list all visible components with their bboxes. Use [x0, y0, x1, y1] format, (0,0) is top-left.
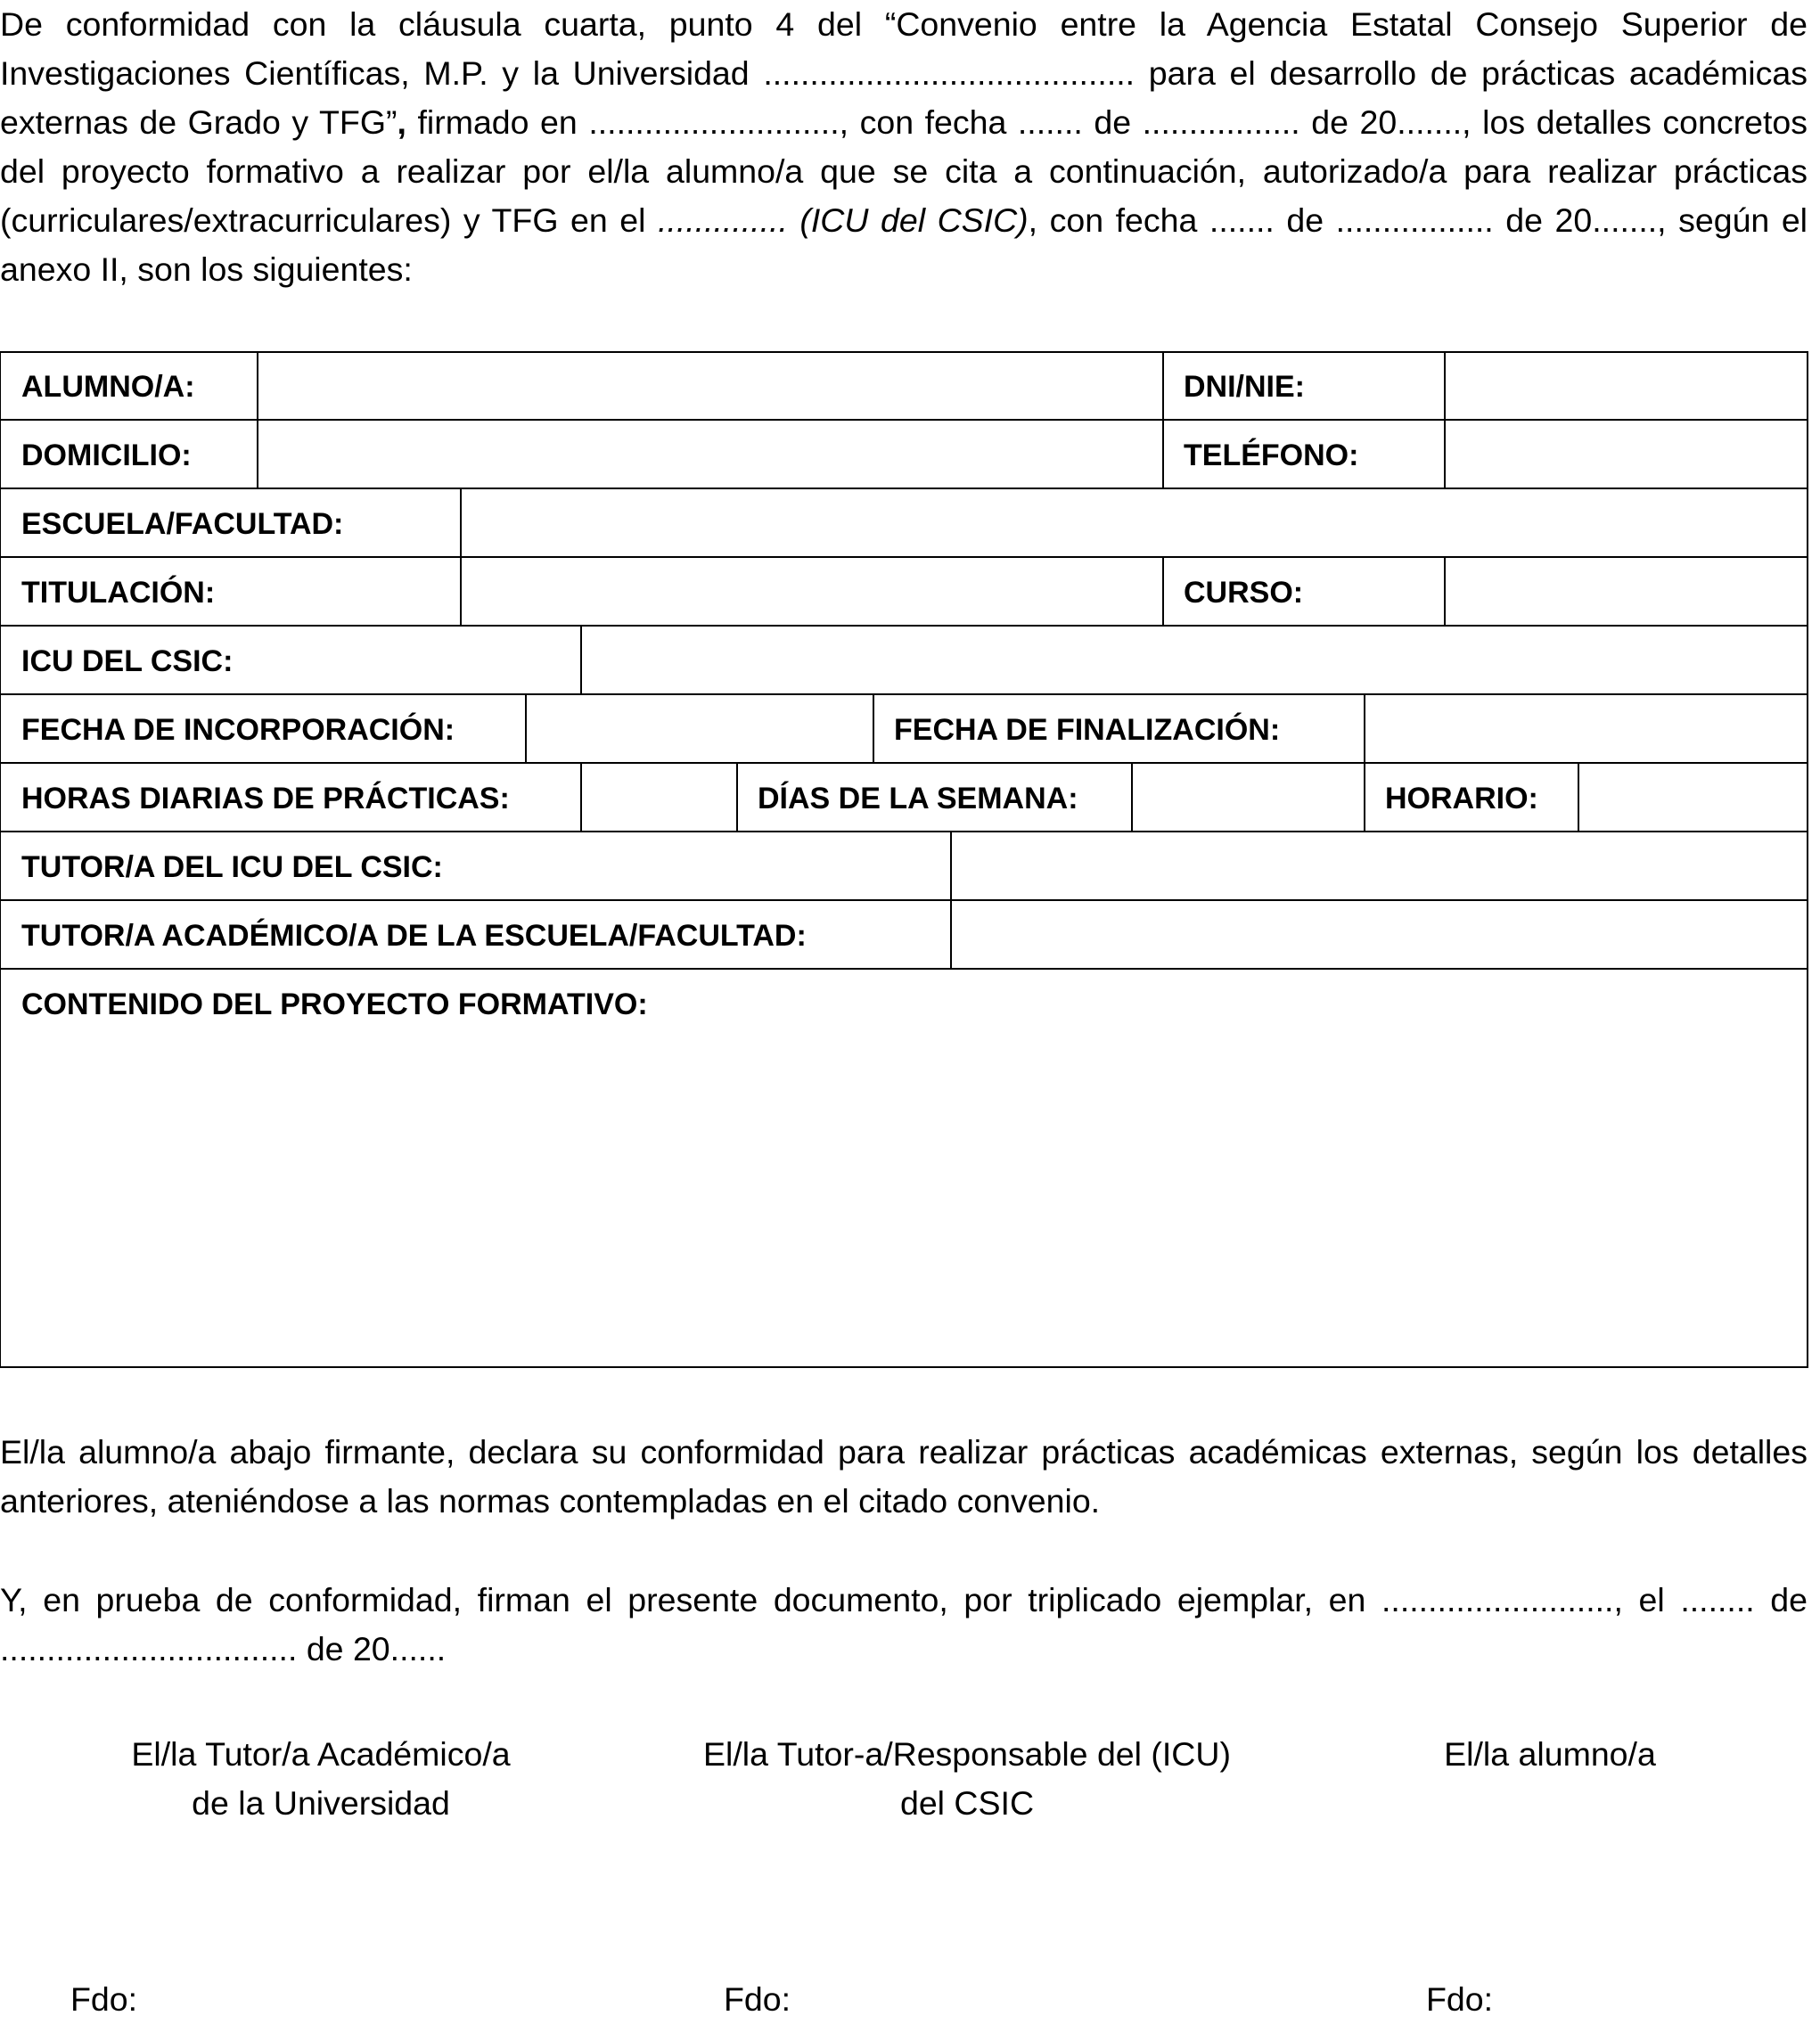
- intro-text-2: firmado en ..........................., con fecha ....... de ................. de 20......., los detalles concretos del proyecto formativo a realizar por el/la alumno/a que se cita a continuación, autorizado/a para realizar prácticas (curriculares/extracurriculares) y TFG en el: [0, 103, 1808, 239]
- fecha-fin-field[interactable]: [1364, 693, 1808, 764]
- student-data-form: [0, 352, 1809, 1368]
- contenido-field[interactable]: [0, 968, 1808, 1368]
- signature-academic-tutor: [53, 1730, 588, 1828]
- horas-field[interactable]: [580, 762, 738, 832]
- signature-academic-line1: El/la Tutor/a Académico/a: [131, 1735, 511, 1773]
- tutor-academico-label: TUTOR/A ACADÉMICO/A DE LA ESCUELA/FACULTAD:: [21, 919, 807, 953]
- intro-bold-comma: ,: [397, 103, 406, 141]
- signature-student: [1372, 1730, 1728, 1779]
- signature-academic-line2: de la Universidad: [192, 1784, 450, 1822]
- curso-label: CURSO:: [1184, 576, 1304, 610]
- domicilio-label: DOMICILIO:: [21, 438, 192, 472]
- horario-label: HORARIO:: [1385, 782, 1538, 815]
- intro-text-1: De conformidad con la cláusula cuarta, punto 4 del “Convenio entre la Agencia Estatal Consejo Superior de Investigaciones Científicas, M.P. y la Universidad ........................................ para el desarrollo de prácticas académicas externas de Grado y TFG”: [0, 5, 1808, 141]
- telefono-label: TELÉFONO:: [1184, 438, 1359, 472]
- signature-csic-line1: El/la Tutor-a/Responsable del (ICU): [703, 1735, 1231, 1773]
- alumno-label: ALUMNO/A:: [21, 370, 195, 404]
- domicilio-field[interactable]: [257, 419, 1164, 489]
- dias-field[interactable]: [1131, 762, 1365, 832]
- dias-label: DÍAS DE LA SEMANA:: [758, 782, 1078, 815]
- tutor-acad-field[interactable]: [950, 899, 1808, 970]
- contenido-label: CONTENIDO DEL PROYECTO FORMATIVO:: [21, 987, 648, 1021]
- fdo-student: Fdo:: [1426, 1980, 1494, 2018]
- signature-csic-line2: del CSIC: [899, 1784, 1035, 1822]
- curso-field[interactable]: [1444, 556, 1808, 627]
- intro-paragraph: [0, 0, 1808, 294]
- escuela-field[interactable]: [460, 488, 1808, 558]
- titulacion-field[interactable]: [460, 556, 1164, 627]
- fecha-finalizacion-label: FECHA DE FINALIZACIÓN:: [894, 713, 1281, 747]
- fecha-incorporacion-label: FECHA DE INCORPORACIÓN:: [21, 713, 455, 747]
- fecha-inc-field[interactable]: [525, 693, 874, 764]
- signature-csic-tutor: [655, 1730, 1279, 1828]
- icu-label: ICU DEL CSIC:: [21, 644, 234, 678]
- declaration-paragraph: El/la alumno/a abajo firmante, declara su conformidad para realizar prácticas académicas externas, según los detalles anteriores, ateniéndose a las normas contempladas en el citado convenio.: [0, 1433, 1808, 1520]
- proof-paragraph: Y, en prueba de conformidad, firman el presente documento, por triplicado ejemplar, en ........................., el ........ de ................................ de 20......: [0, 1581, 1808, 1668]
- signature-student-line1: El/la alumno/a: [1444, 1735, 1656, 1773]
- intro-italic-icu: .............. (ICU del CSIC): [658, 201, 1029, 239]
- horario-field[interactable]: [1578, 762, 1808, 832]
- escuela-label: ESCUELA/FACULTAD:: [21, 507, 344, 541]
- fdo-academic: Fdo:: [70, 1980, 138, 2018]
- fdo-csic: Fdo:: [724, 1980, 791, 2018]
- alumno-field[interactable]: [257, 351, 1164, 421]
- horas-label: HORAS DIARIAS DE PRÁCTICAS:: [21, 782, 510, 815]
- icu-field[interactable]: [580, 625, 1808, 695]
- telefono-field[interactable]: [1444, 419, 1808, 489]
- tutor-icu-field[interactable]: [950, 831, 1808, 901]
- intro-text-3: , con fecha ....... de ................. de 20......., según el anexo II, son los siguientes:: [0, 201, 1808, 288]
- titulacion-label: TITULACIÓN:: [21, 576, 216, 610]
- dni-label: DNI/NIE:: [1184, 370, 1305, 404]
- dni-field[interactable]: [1444, 351, 1808, 421]
- tutor-icu-label: TUTOR/A DEL ICU DEL CSIC:: [21, 850, 443, 884]
